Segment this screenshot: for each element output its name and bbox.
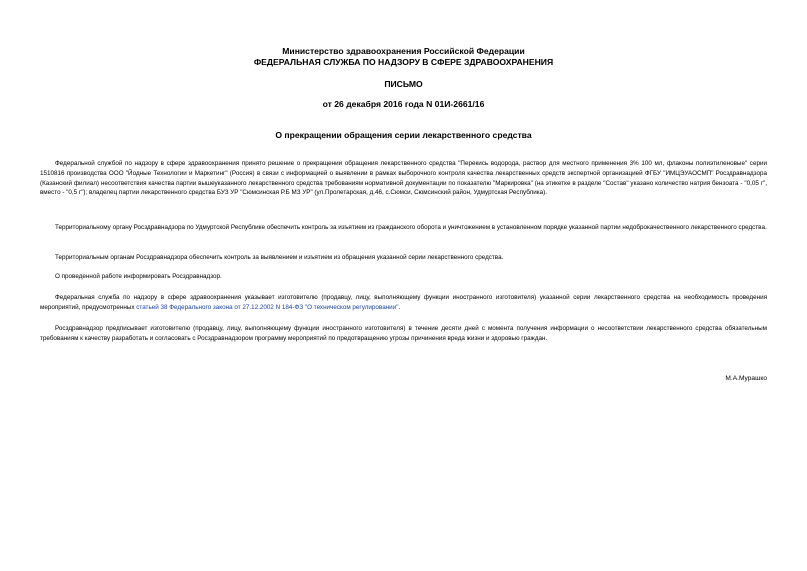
paragraph-3 (40, 253, 767, 263)
paragraph-text: Территориальному органу Росздравнадзора по Удмуртской Республике обеспечить контроль за изъятием из гражданского оборота и уничтожением в установленном порядке указанной партии недоброкачественного лекарственного средства. (55, 224, 767, 231)
paragraph-text: О проведенной работе информировать Росздравнадзор. (55, 273, 222, 280)
paragraph-4 (40, 272, 767, 282)
paragraph-6 (40, 324, 767, 344)
service-name: ФЕДЕРАЛЬНАЯ СЛУЖБА ПО НАДЗОРУ В СФЕРЕ ЗДРАВООХРАНЕНИЯ (253, 57, 554, 67)
paragraph-text: Федеральной службой по надзору в сфере здравоохранения принято решение о прекращении обращения лекарственного средства "Перекись водорода, раствор для местного применения 3% 100 мл, флаконы полиэтиленовые" серии 1510816 производства ООО "Йодные Технологии и Маркетинг" (Россия) в связи с информацией о выявлении в рамках выборочного контроля качества лекарственных средств экспертной организацией ФГБУ "ИМЦЭУАОСМП" Росздравнадзора (Казанский филиал) несоответствия качества партии вышеуказанного лекарственного средства требованиям нормативной документации по показателю "Маркировка" (на этикетке в разделе "Состав" указано количество натрия бензоата - "0,05 г", вместо - "0,5 г"); владелец партии лекарственного средства БУЗ УР "Сюмсинская Р.Б МЗ УР" (ул.Пролетарская, д.46, с.Сюмси, Сюмсинский район, Удмуртская Республика). (40, 160, 767, 197)
document-header (0, 46, 807, 68)
paragraph-5 (40, 293, 767, 313)
paragraph-text: Территориальным органам Росздравнадзора обеспечить контроль за выявлением и изъятием из обращения указанной серии лекарственного средства. (55, 254, 504, 261)
paragraph-text (40, 293, 767, 313)
document-type: ПИСЬМО (384, 79, 423, 89)
ministry-name: Министерство здравоохранения Российской Федерации (282, 46, 525, 56)
paragraph-2 (40, 223, 767, 233)
paragraph-1 (40, 159, 767, 198)
paragraph-text-after-link: . (398, 303, 401, 311)
paragraph-text: Росздравнадзор предписывает изготовителю (продавцу, лицу, выполняющему функции иностранного изготовителя) в течение десяти дней с момента получения информации о несоответствии лекарственного средства обязательным требованиям к качеству разработать и согласовать с Росздравнадзором программу мероприятий по предотвращению угрозы причинения вреда жизни и здоровью граждан. (40, 325, 767, 342)
document-title: О прекращении обращения серии лекарственного средства (275, 130, 532, 140)
document-date: от 26 декабря 2016 года N 01И-2661/16 (322, 99, 485, 109)
signature: М.А.Мурашко (725, 375, 767, 382)
paragraph-text-before-link: Федеральная служба по надзору в сфере здравоохранения указывает изготовителю (продавцу, лицу, выполняющему функции иностранного изготовителя) указанной серии лекарственного средства на необходимость проведения мероприятий, предусмотренных (40, 294, 767, 311)
law-reference-link[interactable]: статьей 38 Федерального закона от 27.12.2002 N 184-ФЗ "О техническом регулировании" (136, 303, 399, 311)
